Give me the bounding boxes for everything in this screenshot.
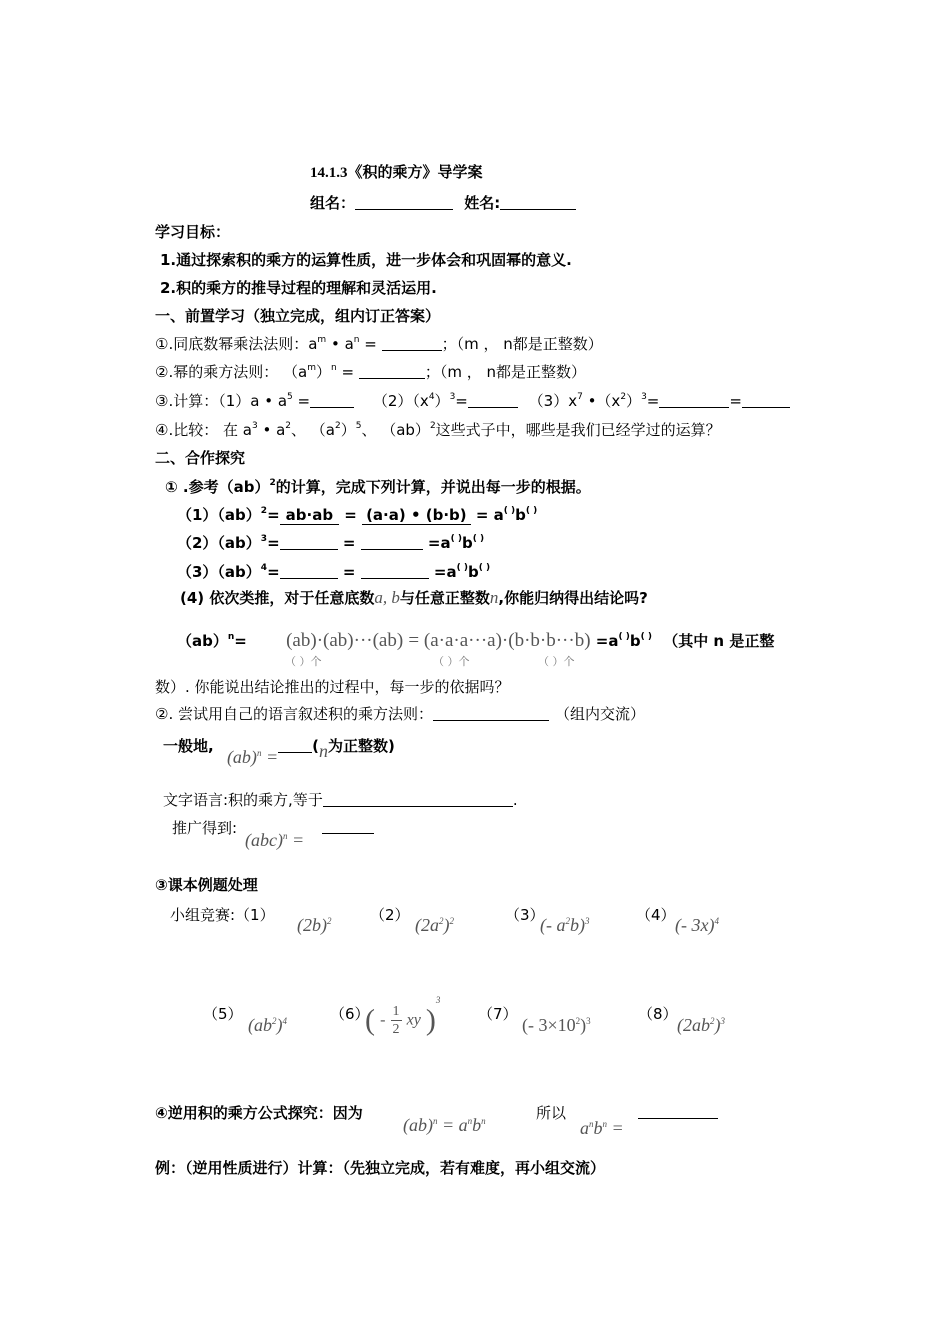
exercise-label: （3） [505, 906, 545, 924]
inverse-identity: $(ab)^n = a^nb^n$ [403, 1115, 486, 1135]
answer-blank[interactable] [361, 534, 423, 550]
contest-label: 小组竞赛:（1） [170, 906, 275, 924]
exercise-label: （8） [638, 1005, 678, 1023]
count-label: （ ）个 [538, 655, 575, 668]
exercise-8: $(2ab^2)^3$ [677, 1015, 725, 1035]
inverse-question: $a^nb^n$ = [580, 1118, 624, 1138]
calc-row-2: （2）（ab）$^3$= = =a( )b( ) [177, 534, 485, 552]
exercise-4: (- 3x)$^4$ [675, 915, 719, 935]
group-name-field[interactable] [355, 194, 453, 210]
name-label: 姓名: [464, 194, 501, 212]
question-3: ③.计算：（1）a • $a^5 = (2)(x^4)^3= (3)x^7$ $•(x^2)^3=$ = [155, 391, 790, 411]
question-4: ④.比较： 在 $a^3$ • $a^2$、 $(a^2)^5$、 （ab）$^2$这些式子中，哪些是我们已经学过的运算？ [155, 421, 721, 439]
extend-formula: (abc)$^n$ = [245, 830, 305, 850]
part-4-prompt: (4) 依次类推，对于任意底数a, b与任意正整数n,你能归纳得出结论吗? [180, 588, 648, 607]
rule-words-field[interactable] [323, 791, 513, 807]
section1-heading: 一、前置学习（独立完成，组内订正答案） [155, 307, 441, 325]
student-name-field[interactable] [500, 194, 576, 210]
exercise-7: (- $3\times 10^2)^3$ [522, 1015, 591, 1035]
group-name-line [310, 193, 576, 213]
part-1-intro: ① .参考（ab）$^2$的计算，完成下列计算，并说出每一步的根据。 [165, 478, 591, 496]
answer-blank[interactable] [359, 363, 425, 379]
group-label: 组名： [310, 194, 356, 212]
extend-answer-field[interactable] [322, 818, 374, 834]
inverse-prompt: ④逆用积的乘方公式探究：因为 [155, 1104, 363, 1122]
extend-label: 推广得到: [172, 819, 238, 837]
page-title: 14.1.3《积的乘方》导学案 [310, 165, 483, 181]
so-label: 所以 [536, 1104, 567, 1122]
calc-row-1: （1）（ab）$^2$= ab·ab = (a·a) • (b·b) = a( )b( ) [177, 506, 538, 524]
objectives-heading: 学习目标： [155, 223, 231, 241]
exercise-6: ( - $\frac{1}{2}$ xy )$^3$ [365, 995, 441, 1037]
question-1: ①.同底数幂乘法法则：$a^m$ • $a^n$ = ；（m ， n都是正整数） [155, 335, 603, 353]
word-language: 文字语言:积的乘方,等于 . [163, 791, 518, 809]
answer-blank[interactable] [280, 563, 338, 579]
answer-blank[interactable] [742, 392, 790, 408]
derivation-question: 数）. 你能说出结论推出的过程中，每一步的依据吗？ [155, 678, 510, 696]
answer-blank[interactable] [361, 563, 429, 579]
answer-blank[interactable] [659, 392, 729, 408]
exercise-label: （4） [636, 906, 676, 924]
section2-heading: 二、合作探究 [155, 449, 246, 467]
count-label: （ ）个 [433, 655, 470, 668]
answer-blank[interactable] [382, 335, 442, 351]
exercise-label: （2） [370, 906, 410, 924]
calc-row-3: （3）（ab）$^4$= = =a( )b( ) [177, 563, 491, 581]
example-prompt: 例：（逆用性质进行）计算：（先独立完成，若有难度，再小组交流） [155, 1159, 606, 1177]
general-derivation: （ab）$^n$= (ab)·(ab)···(ab) = (a·a·a···a)·(b·b·b···b) =a( )b( ) （其中 n 是正整 [177, 630, 775, 651]
question-2: ②.幂的乘方法则： $(a^m)^n$ = ；（m ， n都是正整数） [155, 363, 586, 381]
answer-blank[interactable] [468, 392, 518, 408]
general-formula: 一般地, (ab)$^n$ =(n为正整数) [163, 737, 395, 767]
answer-blank[interactable] [310, 392, 354, 408]
objective-item: 2.积的乘方的推导过程的理解和灵活运用. [160, 279, 437, 297]
inverse-answer-field[interactable] [638, 1103, 718, 1119]
count-label: （ ）个 [285, 655, 322, 668]
exercise-3: (- $a^2b)^3$ [540, 915, 590, 935]
answer-blank[interactable] [278, 737, 312, 753]
exercise-label: （5） [203, 1005, 243, 1023]
exercise-2: $(2a^2)^2$ [415, 915, 454, 935]
rule-statement-field[interactable] [433, 705, 549, 721]
exercise-label: （7） [478, 1005, 518, 1023]
part-3-heading: ③课本例题处理 [155, 876, 258, 894]
exercise-5: $(ab^2)^4$ [248, 1015, 287, 1035]
answer-blank[interactable] [280, 534, 338, 550]
part-2-prompt: ②. 尝试用自己的语言叙述积的乘方法则： （组内交流） [155, 705, 646, 723]
objective-item: 1.通过探索积的乘方的运算性质，进一步体会和巩固幂的意义. [160, 251, 572, 269]
exercise-label: （6） [330, 1005, 370, 1023]
exercise-1: $(2b)^2$ [297, 915, 332, 935]
